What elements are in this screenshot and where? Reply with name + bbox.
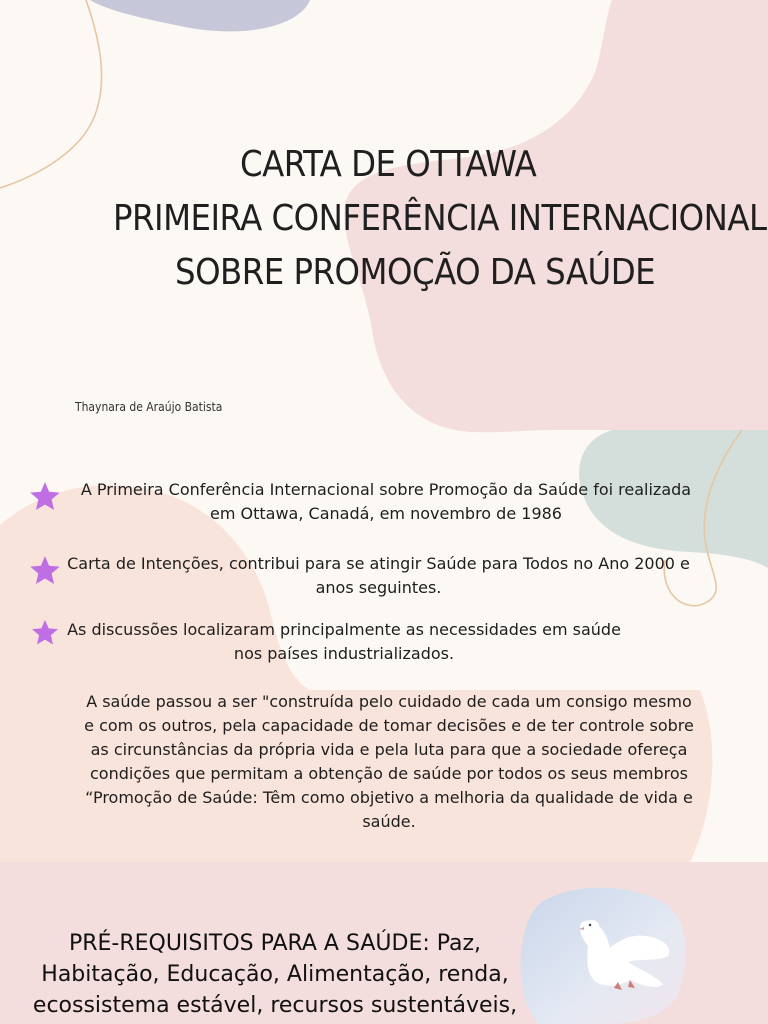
title-line-1: CARTA DE OTTAWA [240, 144, 537, 185]
page-title [0, 138, 768, 300]
title-line-3: SOBRE PROMOÇÃO DA SAÚDE [175, 252, 656, 293]
star-icon [28, 554, 62, 588]
author-name: Thaynara de Araújo Batista [75, 400, 223, 414]
list-item [24, 478, 724, 526]
health-definition-paragraph: A saúde passou a ser "construída pelo cuidado de cada um consigo mesmo e com os outros, pela capacidade de tomar decisões e de ter controle sobre as circunstâncias da própria vida e pela luta para que a sociedade ofereça condições que permitam a obtenção de saúde por todos os seus membros “Promoção de Saúde: Têm como objetivo a melhoria da qualidade de vida e saúde. [84, 692, 694, 831]
list-item [24, 618, 724, 666]
dove-photo [518, 886, 688, 1024]
star-icon [30, 618, 60, 648]
bullet-text: As discussões localizaram principalmente as necessidades em saúde nos países industrializados. [67, 620, 621, 663]
lavender-blob-top [90, 0, 310, 31]
bullet-text: A Primeira Conferência Internacional sobre Promoção da Saúde foi realizada em Ottawa, Canadá, em novembro de 1986 [80, 480, 692, 523]
title-line-2: PRIMEIRA CONFERÊNCIA INTERNACIONAL [113, 198, 767, 239]
star-icon [28, 480, 62, 514]
bullet-text: Carta de Intenções, contribui para se atingir Saúde para Todos no Ano 2000 e anos seguintes. [67, 554, 690, 597]
list-item [24, 552, 724, 600]
prerequisites-text: PRÉ-REQUISITOS PARA A SAÚDE: Paz, Habitação, Educação, Alimentação, renda, ecossistema estável, recursos sustentáveis, [32, 931, 518, 1018]
